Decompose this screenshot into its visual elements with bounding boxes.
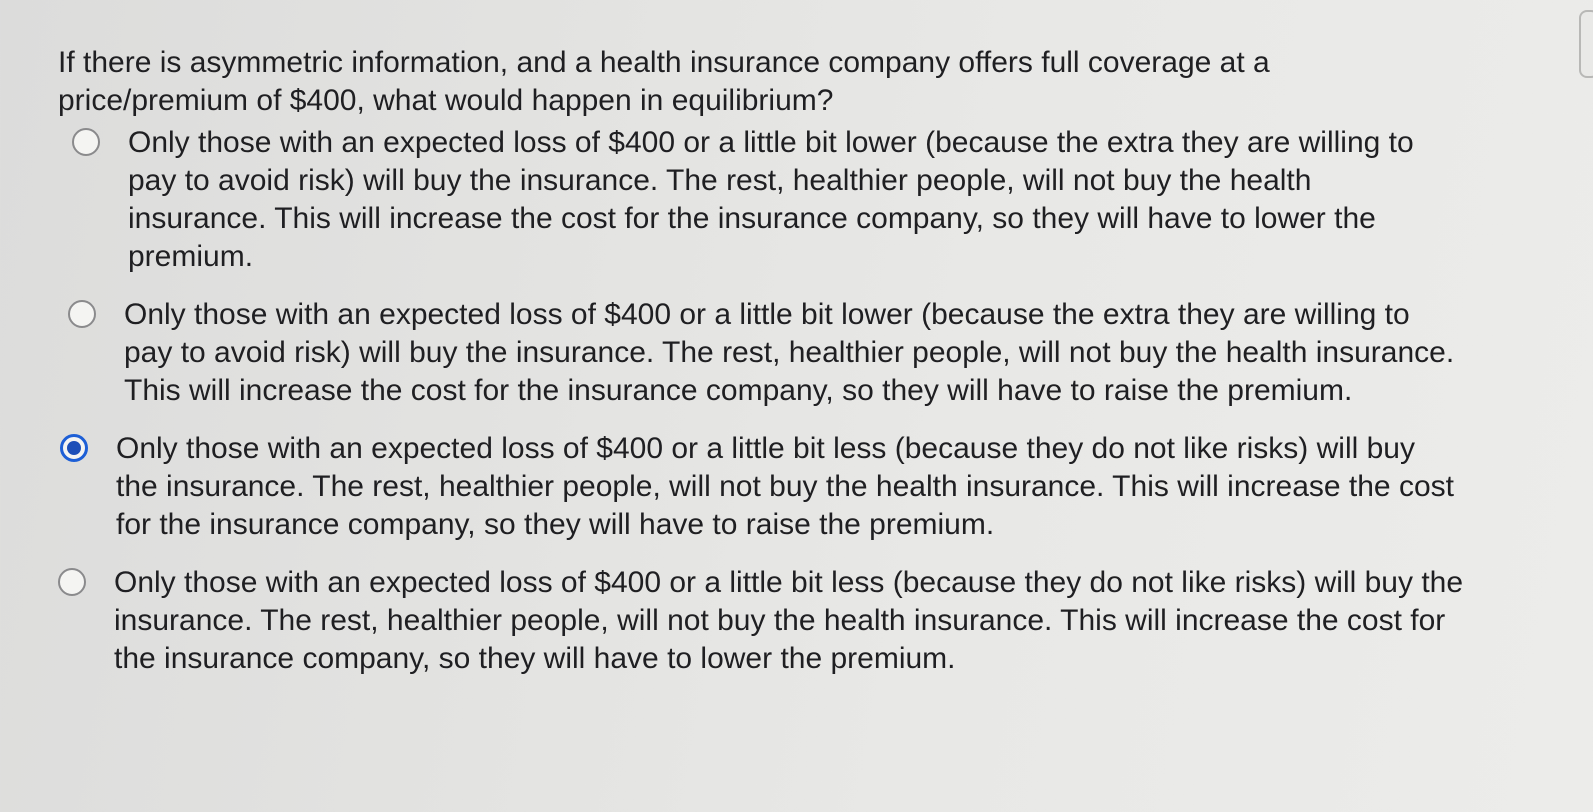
answer-option-2-label: Only those with an expected loss of $400 or a little bit lower (because the extra they are willing to pay to avoid risk) will buy the insurance. The rest, healthier people, will not buy the health insurance. This will increase the cost for the insurance company, so they will have to raise the premium. <box>124 298 1455 407</box>
answer-option-4[interactable] <box>58 564 1468 678</box>
radio-button-icon[interactable] <box>72 128 100 156</box>
answer-options <box>58 124 1518 678</box>
answer-option-1-label: Only those with an expected loss of $400 or a little bit lower (because the extra they are willing to pay to avoid risk) will buy the insurance. The rest, healthier people, will not buy the health insurance. This will increase the cost for the insurance company, so they will have to lower the premium. <box>128 126 1414 273</box>
answer-option-4-label: Only those with an expected loss of $400 or a little bit less (because they do not like risks) will buy the insurance. The rest, healthier people, will not buy the health insurance. This will increase the cost for the insurance company, so they will have to lower the premium. <box>114 566 1464 675</box>
window-edge-tab <box>1579 10 1593 78</box>
quiz-question-block <box>58 44 1518 678</box>
answer-option-1[interactable] <box>72 124 1444 276</box>
radio-button-selected-icon[interactable] <box>60 434 88 462</box>
answer-option-3-label: Only those with an expected loss of $400 or a little bit less (because they do not like risks) will buy the insurance. The rest, healthier people, will not buy the health insurance. This will increase the cost for the insurance company, so they will have to raise the premium. <box>116 432 1454 541</box>
radio-button-icon[interactable] <box>58 568 86 596</box>
radio-button-icon[interactable] <box>68 300 96 328</box>
answer-option-2[interactable] <box>68 296 1458 410</box>
question-text: If there is asymmetric information, and a health insurance company offers full coverage at a price/premium of $400, what would happen in equilibrium? <box>58 46 1270 117</box>
answer-option-3[interactable] <box>60 430 1460 544</box>
